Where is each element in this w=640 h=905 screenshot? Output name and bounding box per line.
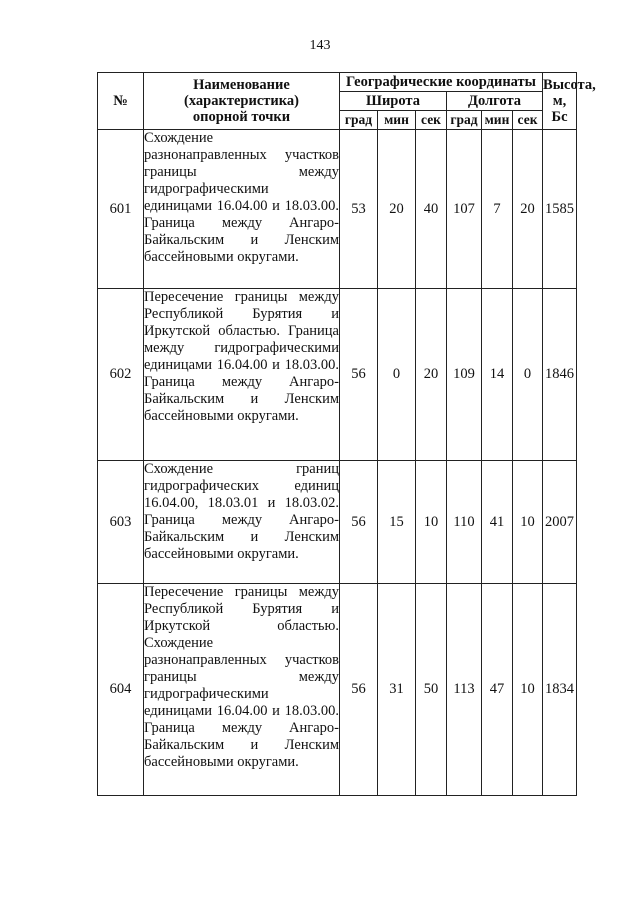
row-description-text: Схождение разнонаправленных участков границы между гидрографическими единицами 16.04.00 и 18.03.00. Граница между Ангаро-Байкальским и Ленским бассейновыми округами.	[144, 130, 339, 265]
lon-min-cell: 41	[482, 461, 513, 584]
height-cell: 2007	[543, 461, 577, 584]
header-longitude: Долгота	[447, 92, 543, 111]
table-row	[98, 584, 577, 796]
table-row	[98, 289, 577, 461]
lat-sec-cell: 10	[416, 461, 447, 584]
header-height	[543, 73, 596, 130]
header-name	[144, 73, 340, 130]
row-description	[144, 584, 340, 796]
height-cell: 1846	[543, 289, 577, 461]
table-row	[98, 130, 577, 289]
header-name-line1: Наименование	[193, 77, 290, 93]
row-description	[144, 130, 340, 289]
page-number: 143	[309, 38, 331, 53]
header-geo-coords: Географические координаты	[340, 73, 543, 92]
lat-min-cell: 0	[378, 289, 416, 461]
header-height-line2: м, Бс	[551, 93, 568, 125]
lon-deg-cell: 109	[447, 289, 482, 461]
header-height-line1: Высота,	[543, 77, 596, 93]
header-lat-min: мин	[378, 111, 416, 130]
header-lat-deg: град	[340, 111, 378, 130]
table-row	[98, 461, 577, 584]
lat-deg-cell: 56	[340, 461, 378, 584]
row-number: 601	[98, 130, 144, 289]
lon-deg-cell: 107	[447, 130, 482, 289]
header-latitude: Широта	[340, 92, 447, 111]
header-num: №	[98, 73, 144, 130]
lat-min-cell: 20	[378, 130, 416, 289]
lat-deg-cell: 56	[340, 584, 378, 796]
lat-deg-cell: 56	[340, 289, 378, 461]
lat-min-cell: 15	[378, 461, 416, 584]
row-number: 602	[98, 289, 144, 461]
lon-min-cell: 7	[482, 130, 513, 289]
lon-min-cell: 14	[482, 289, 513, 461]
lon-sec-cell: 20	[513, 130, 543, 289]
lat-sec-cell: 50	[416, 584, 447, 796]
table-header	[98, 73, 596, 130]
row-number: 604	[98, 584, 144, 796]
lon-sec-cell: 10	[513, 584, 543, 796]
lon-sec-cell: 0	[513, 289, 543, 461]
height-cell: 1834	[543, 584, 577, 796]
row-number: 603	[98, 461, 144, 584]
row-description-text: Схождение границ гидрографических единиц 16.04.00, 18.03.01 и 18.03.02. Граница между Ангаро-Байкальским и Ленским бассейновыми округами.	[144, 461, 339, 562]
header-lat-sec: сек	[416, 111, 447, 130]
row-description	[144, 461, 340, 584]
lon-sec-cell: 10	[513, 461, 543, 584]
lat-min-cell: 31	[378, 584, 416, 796]
lon-deg-cell: 113	[447, 584, 482, 796]
header-lon-sec: сек	[513, 111, 543, 130]
lon-deg-cell: 110	[447, 461, 482, 584]
header-name-line3: опорной точки	[192, 109, 291, 125]
header-name-line2: (характеристика)	[184, 93, 299, 109]
height-cell: 1585	[543, 130, 577, 289]
header-lon-min: мин	[482, 111, 513, 130]
row-description-text: Пересечение границы между Республикой Бурятия и Иркутской областью. Схождение разнонаправленных участков границы между гидрографическими единицами 16.04.00 и 18.03.00. Граница между Ангаро-Байкальским и Ленским бассейновыми округами.	[144, 584, 339, 770]
header-lon-deg: град	[447, 111, 482, 130]
row-description	[144, 289, 340, 461]
lat-sec-cell: 40	[416, 130, 447, 289]
reference-points-table	[97, 72, 596, 796]
lon-min-cell: 47	[482, 584, 513, 796]
lat-deg-cell: 53	[340, 130, 378, 289]
lat-sec-cell: 20	[416, 289, 447, 461]
row-description-text: Пересечение границы между Республикой Бурятия и Иркутской областью. Граница между гидрографическими единицами 16.04.00 и 18.03.00. Граница между Ангаро-Байкальским и Ленским бассейновыми округами.	[144, 289, 339, 424]
